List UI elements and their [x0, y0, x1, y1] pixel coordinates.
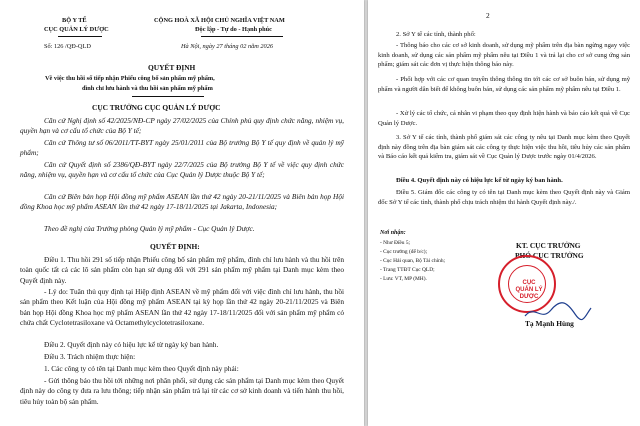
- recipient-5: - Lưu: VT, MP (MH).: [380, 276, 427, 282]
- decision-subject-line-1: Về việc thu hồi số tiếp nhận Phiếu công bố sản phẩm mỹ phẩm,: [45, 75, 215, 82]
- legal-basis-1: Căn cứ Nghị định số 42/2025/NĐ-CP ngày 27/02/2025 của Chính phủ quy định chức năng, nhiệm vụ, quyền hạn và cơ cấu tổ chức của Bộ Y tế;: [20, 116, 344, 136]
- decision-number: Số: 126 /QĐ-QLD: [44, 43, 91, 50]
- recipient-4: - Trang TTĐT Cục QLD;: [380, 267, 435, 273]
- article-2: Điều 2. Quyết định này có hiệu lực kể từ ngày ký ban hành.: [44, 340, 219, 349]
- article-3: Điều 3. Trách nhiệm thực hiện:: [44, 352, 136, 361]
- seal-text: CỤC QUẢN LÝ DƯỢC: [515, 280, 543, 300]
- recipient-2: - Cục trưởng (để b/c);: [380, 249, 428, 255]
- article-3-item-3: 3. Sở Y tế các tỉnh, thành phố giám sát các công ty nêu tại Danh mục kèm theo Quyết định này đồng trên địa bàn giám sát các công ty thực hiện việc thu hồi, tiêu hủy các sản phẩm và Báo cáo kết quả kiểm tra, giám sát về Cục Quản lý Dược trước ngày 01/4/2026.: [378, 134, 630, 161]
- article-3-item-1: 1. Các công ty có tên tại Danh mục kèm theo Quyết định này phải:: [44, 364, 239, 373]
- item-2-bullet-3: - Xử lý các tổ chức, cá nhân vi phạm theo quy định hiện hành và báo cáo kết quả về Cục Quản lý Dược.: [378, 110, 630, 127]
- article-3-item-2: 2. Sở Y tế các tỉnh, thành phố:: [396, 31, 476, 38]
- document-page-2: [368, 0, 640, 426]
- signer-name: Tạ Mạnh Hùng: [525, 319, 574, 328]
- agency-underline: [58, 36, 102, 37]
- article-1-reason: - Lý do: Tuân thủ quy định tại Hiệp định ASEAN về mỹ phẩm đối với việc đình chỉ lưu hành, thu hồi sản phẩm theo Kết luận của Hội đồng mỹ phẩm ASEAN tại kỳ họp lần thứ 42 ngày 20-21/11/2025 và Biên bản họp Hội đồng Khoa học mỹ phẩm ASEAN lần thứ 42 ngày 17-18/11/2025 đối với sản phẩm mỹ phẩm có chứa chất Cyclotetrasiloxane và Octamethylcyclotetrasiloxane.: [20, 287, 344, 328]
- decision-title: QUYẾT ĐỊNH: [148, 63, 196, 72]
- legal-basis-5: Theo đề nghị của Trưởng phòng Quản lý mỹ phẩm - Cục Quản lý Dược.: [44, 224, 255, 233]
- national-slogan: Độc lập - Tự do - Hạnh phúc: [195, 26, 272, 33]
- agency-name: CỤC QUẢN LÝ DƯỢC: [44, 26, 109, 33]
- national-motto: CỘNG HOÀ XÃ HỘI CHỦ NGHĨA VIỆT NAM: [154, 17, 285, 24]
- article-4: Điều 4. Quyết định này có hiệu lực kể từ ngày ký ban hành.: [396, 177, 563, 184]
- decision-subject-line-2: đình chỉ lưu hành và thu hồi sản phẩm mỹ phẩm: [82, 85, 213, 92]
- decides-heading: QUYẾT ĐỊNH:: [150, 242, 200, 251]
- subject-underline: [132, 96, 204, 97]
- article-5: Điều 5. Giám đốc các công ty có tên tại Danh mục kèm theo Quyết định này và Giám đốc Sở Y tế các tỉnh, thành phố chịu trách nhiệm thi hành Quyết định này./.: [378, 189, 630, 206]
- signer-title-2: PHÓ CỤC TRƯỞNG: [515, 251, 584, 260]
- legal-basis-2: Căn cứ Thông tư số 06/2011/TT-BYT ngày 25/01/2011 của Bộ trưởng Bộ Y tế quy định về quản lý mỹ phẩm;: [20, 138, 344, 158]
- ministry-name: BỘ Y TẾ: [62, 17, 87, 24]
- article-1: Điều 1. Thu hồi 291 số tiếp nhận Phiếu công bố sản phẩm mỹ phẩm, đình chỉ lưu hành và thu hồi trên toàn quốc tất cả các lô sản phẩm còn hạn sử dụng đối với 291 sản phẩm mỹ phẩm tại Danh mục kèm theo Quyết định này.: [20, 255, 344, 285]
- slogan-underline: [201, 36, 283, 37]
- page-number: 2: [486, 11, 490, 20]
- legal-basis-4: Căn cứ Biên bản họp Hội đồng mỹ phẩm ASEAN lần thứ 42 ngày 20-21/11/2025 và Biên bản họp Hội đồng Khoa học mỹ phẩm ASEAN lần thứ 42 ngày 17-18/11/2025 tại Jakarta, Indonesia;: [20, 192, 344, 212]
- item-2-bullet-1: - Thông báo cho các cơ sở kinh doanh, sử dụng mỹ phẩm trên địa bàn ngừng ngay việc kinh doanh, sử dụng các sản phẩm mỹ phẩm nêu tại Điều 1 và trả lại cho cơ sở cung ứng sản phẩm; giám sát các đơn vị thực hiện thông báo này.: [378, 42, 630, 69]
- issue-date: Hà Nội, ngày 27 tháng 02 năm 2026: [181, 43, 274, 50]
- recipients-title: Nơi nhận:: [380, 230, 406, 236]
- issuing-authority: CỤC TRƯỞNG CỤC QUẢN LÝ DƯỢC: [92, 103, 221, 112]
- recipient-3: - Cục Hải quan, Bộ Tài chính;: [380, 258, 446, 264]
- article-3-item-1a: - Gửi thông báo thu hồi tới những nơi phân phối, sử dụng các sản phẩm tại Danh mục kèm theo Quyết định này do công ty đưa ra lưu thông; tiếp nhận sản phẩm trả lại từ các cơ sở kinh doanh và tiến hành thu hồi, tiêu hủy toàn bộ sản phẩm.: [20, 376, 344, 406]
- item-2-bullet-2: - Phối hợp với các cơ quan truyền thông thông tin tới các cơ sở buôn bán, sử dụng mỹ phẩm và người dân biết để không buôn bán, sử dụng các sản phẩm mỹ phẩm nêu tại Điều 1.: [378, 76, 630, 93]
- recipient-1: - Như Điều 5;: [380, 240, 411, 246]
- signer-title-1: KT. CỤC TRƯỞNG: [516, 241, 581, 250]
- legal-basis-3: Căn cứ Quyết định số 2386/QĐ-BYT ngày 22/7/2025 của Bộ trưởng Bộ Y tế về việc quy định chức năng, nhiệm vụ, quyền hạn và cơ cấu tổ chức của Cục Quản lý Dược thuộc Bộ Y tế;: [20, 160, 344, 180]
